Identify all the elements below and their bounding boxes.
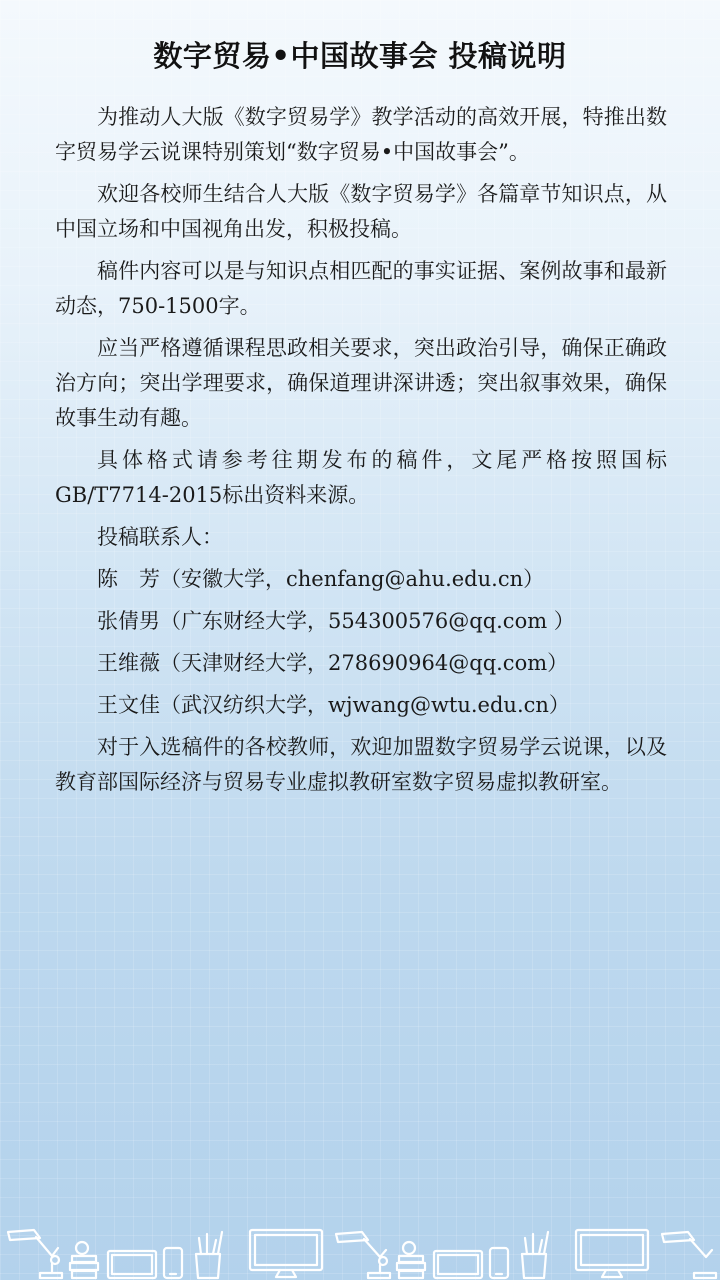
contact-item-wang-weiwei: 王维薇（天津财经大学，278690964@qq.com） xyxy=(97,651,569,675)
contact-item-zhang-qiannan: 张倩男（广东财经大学，554300576@qq.com ） xyxy=(97,609,575,633)
phone-icon xyxy=(164,1248,182,1278)
desk-lamp-icon xyxy=(8,1230,62,1278)
tablet-icon xyxy=(108,1251,156,1278)
book-stack-icon xyxy=(70,1242,98,1278)
invitation-paragraph: 欢迎各校师生结合人大版《数字贸易学》各篇章节知识点，从中国立场和中国视角出发，积极投稿。 xyxy=(55,182,667,241)
monitor-icon xyxy=(250,1230,322,1277)
pencil-cup-icon xyxy=(522,1232,548,1278)
desk-lamp-icon xyxy=(336,1232,390,1278)
format-paragraph: 具体格式请参考往期发布的稿件，文尾严格按照国标GB/T7714-2015标出资料来源。 xyxy=(55,448,667,507)
desk-lamp-icon xyxy=(662,1232,716,1278)
guidelines-paragraph: 应当严格遵循课程思政相关要求，突出政治引导，确保正确政治方向；突出学理要求，确保道理讲深讲透；突出叙事效果，确保故事生动有趣。 xyxy=(55,336,667,430)
monitor-icon xyxy=(576,1230,648,1277)
book-stack-icon xyxy=(397,1242,425,1278)
contacts-label: 投稿联系人： xyxy=(97,525,223,549)
phone-icon xyxy=(490,1248,508,1278)
contact-item-wang-wenjia: 王文佳（武汉纺织大学，wjwang@wtu.edu.cn） xyxy=(97,693,570,717)
desk-items-decoration xyxy=(0,1210,720,1280)
intro-paragraph: 为推动人大版《数字贸易学》教学活动的高效开展，特推出数字贸易学云说课特别策划“数字贸易•中国故事会”。 xyxy=(55,105,667,164)
tablet-icon xyxy=(434,1251,482,1278)
content-requirements-paragraph: 稿件内容可以是与知识点相匹配的事实证据、案例故事和最新动态，750-1500字。 xyxy=(55,259,667,318)
article-body xyxy=(55,100,667,807)
page-title: 数字贸易•中国故事会 投稿说明 xyxy=(153,39,567,73)
closing-paragraph: 对于入选稿件的各校教师，欢迎加盟数字贸易学云说课，以及教育部国际经济与贸易专业虚拟教研室数字贸易虚拟教研室。 xyxy=(55,735,667,794)
pencil-cup-icon xyxy=(196,1232,222,1278)
contact-item-chen-fang: 陈 芳（安徽大学，chenfang@ahu.edu.cn） xyxy=(97,567,545,591)
